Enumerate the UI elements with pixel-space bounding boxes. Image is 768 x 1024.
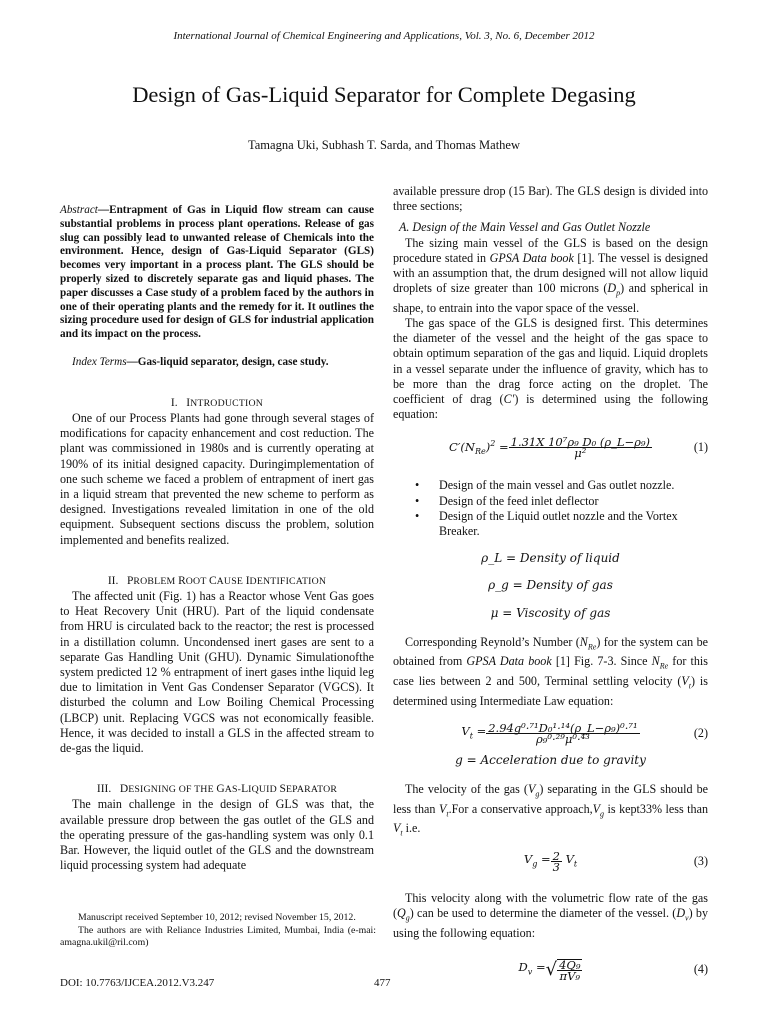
definition-rho-l: ρ_L = Density of liquid: [481, 551, 620, 566]
equation-1-number: (1): [693, 439, 708, 454]
index-terms-text: —Gas-liquid separator, design, case study.: [126, 355, 329, 368]
section-heading-problem: II. PROBLEM ROOT CAUSE IDENTIFICATION: [107, 574, 327, 587]
section-heading-designing: III. DESIGNING OF THE GAS-LIQUID SEPARATOR: [96, 783, 338, 796]
list-item: • Design of the feed inlet deflector: [415, 493, 599, 508]
abstract-text: —Entrapment of Gas in Liquid flow stream can cause substantial problems in process plant operations. Release of gas slug can possibly lead to unwanted release of Chemicals into the environment. Hence, design of Gas-Liquid Separator (GLS) becomes very important in a process plant. The GLS should be properly sized to discretely separate gas and liquid phases. The paper discusses a Case study of a problem faced by the authors in one of their operating plants and the remedy for it. It outlines the sizing procedure used for design of GLS for industrial application and its impact on the process.: [60, 204, 374, 341]
equation-3: $V_g$ = $\frac{2}{3}$ $V_t$ (3): [523, 849, 708, 875]
list-item: • Design of the Liquid outlet nozzle and the Vortex Breaker.: [415, 508, 678, 539]
designing-text: The main challenge in the design of GLS was that, the available pressure drop between the gas outlet of the GLS and the operating pressure of the gas-handling system was only 0.1 Bar. However, the liquid outlet of the GLS and the downstream liquid processing system had adequate: [60, 797, 374, 873]
equation-4-number: (4): [693, 962, 708, 977]
definition-g: g = Acceleration due to gravity: [455, 752, 646, 767]
introduction-text: One of our Process Plants had gone through several stages of modifications for capacity enhancement and cost reduction. The plant was commissioned in 1980s and is currently operating at 190% of its initial designed capacity. Duringimplementation of one such scheme we faced a problem of entrapment of inert gas in a liquid stream that prevented the new scheme to perform as designed. Investigations revealed limitation in one of the old equipment. Subsequent sections discuss the problem, solution implemented and benefits realized.: [60, 410, 374, 547]
abstract: [60, 204, 374, 342]
vessel-diameter-paragraph: This velocity along with the volumetric flow rate of the gas $(Q_g)$ can be used to determine the diameter of the vessel. $(D_v)$ by using the following equation:: [393, 890, 708, 940]
page-number: 477: [374, 977, 391, 989]
main-vessel-paragraph: The sizing main vessel of the GLS is based on the design procedure stated in GPSA Data book [1]. The vessel is designed with an assumption that, the drum designed will not allow liquid droplets of size greater than 100 microns $(D_p)$ and spherical in shape, to entrain into the vapor space of the vessel.: [393, 235, 708, 315]
equation-2: $V_t$ = $\frac{\text{2.94g⁰·⁷¹D₀¹·¹⁴(ρ\_L−ρ₉)⁰·⁷¹}}{\text{ρ₉⁰·²⁹μ⁰·⁴³}}$ (2): [461, 721, 708, 747]
footnote-received: Manuscript received September 10, 2012; revised November 15, 2012.: [78, 912, 356, 923]
designing-text-continued: available pressure drop (15 Bar). The GLS design is divided into three sections;: [393, 184, 708, 214]
index-terms-label: Index Terms: [72, 355, 127, 368]
definition-rho-g: ρ_g = Density of gas: [488, 578, 613, 593]
abstract-label: Abstract: [60, 204, 98, 216]
problem-text: The affected unit (Fig. 1) has a Reactor whose Vent Gas goes to Heat Recovery Unit (HRU). Part of the liquid condensate from HRU is circulated back to the reactor; the rest is processed in a distillation column. Uncondensed inert gases are sent to a separate Gas Handling Unit (GHU). Dynamic Simulationofthe system predicted 12 % entrapment of inert gases inthe liquid leg due to limitation in Vent Gas Condenser Separator (VGCS). It disturbed the column and Low Boiling Chemical Processing (LBCP) unit. Replacing VGCS was not economically feasible. Hence, it was decided to install a GLS in the affected stream to de-gas the liquid.: [60, 589, 374, 756]
equation-2-number: (2): [693, 726, 708, 741]
index-terms: [60, 356, 374, 370]
gas-space-paragraph: The gas space of the GLS is designed first. This determines the diameter of the vessel and the height of the gas space to obtain optimum separation of the gas and liquid. Liquid droplets in a vessel separate under the influence of gravity, which has to be more than the drag force acting on the droplet. The coefficient of drag (C′) is determined using the following equation:: [393, 316, 708, 422]
gas-velocity-paragraph: The velocity of the gas $(V_g)$ separating in the GLS should be less than $V_t.For$ a conservative $approach,V_g$ is kept33% less than $V_t$ i.e.: [393, 782, 708, 838]
left-column: [60, 184, 374, 873]
section-heading-introduction: I. INTRODUCTION: [170, 396, 264, 409]
journal-header: International Journal of Chemical Engineering and Applications, Vol. 3, No. 6, December 2012: [173, 30, 595, 42]
equation-3-number: (3): [693, 854, 708, 869]
paper-authors: Tamagna Uki, Subhash T. Sarda, and Thomas Mathew: [248, 138, 520, 152]
design-sections-list: [393, 478, 708, 539]
footer-doi: DOI: 10.7763/IJCEA.2012.V3.247: [60, 977, 215, 989]
footnote-affiliation: The authors are with Reliance Industries Limited, Mumbai, India (e-mai: amagna.ukil@ril.com): [60, 924, 376, 949]
list-item: • Design of the main vessel and Gas outlet nozzle.: [415, 478, 675, 493]
footnote: [60, 912, 376, 950]
paper-title: Design of Gas-Liquid Separator for Complete Degasing: [132, 82, 636, 107]
equation-1: $C'(N_{Re})^2$ = $\frac{\text{1.31X 10⁷ρ₉ D₀ (ρ\_L−ρ₉)}}{\text{μ²}}$ (1): [449, 434, 708, 460]
equation-4: $D_v$ = √ $\frac{\text{4Q₉}}{\text{πV₉}}$ (4): [518, 957, 708, 983]
subsection-heading-a: A. Design of the Main Vessel and Gas Outlet Nozzle: [399, 220, 651, 235]
definition-mu: μ = Viscosity of gas: [490, 605, 611, 620]
right-column: [393, 184, 708, 985]
reynolds-paragraph: Corresponding Reynold’s Number $(N_{Re})$ for the system can be obtained from GPSA Data book [1] Fig. 7-3. Since $N_{Re}$ for this case lies between 2 and 500, Terminal settling velocity $(V_t)$ is determined using Intermediate Law equation:: [393, 634, 708, 708]
square-root-sign: √: [545, 959, 558, 981]
